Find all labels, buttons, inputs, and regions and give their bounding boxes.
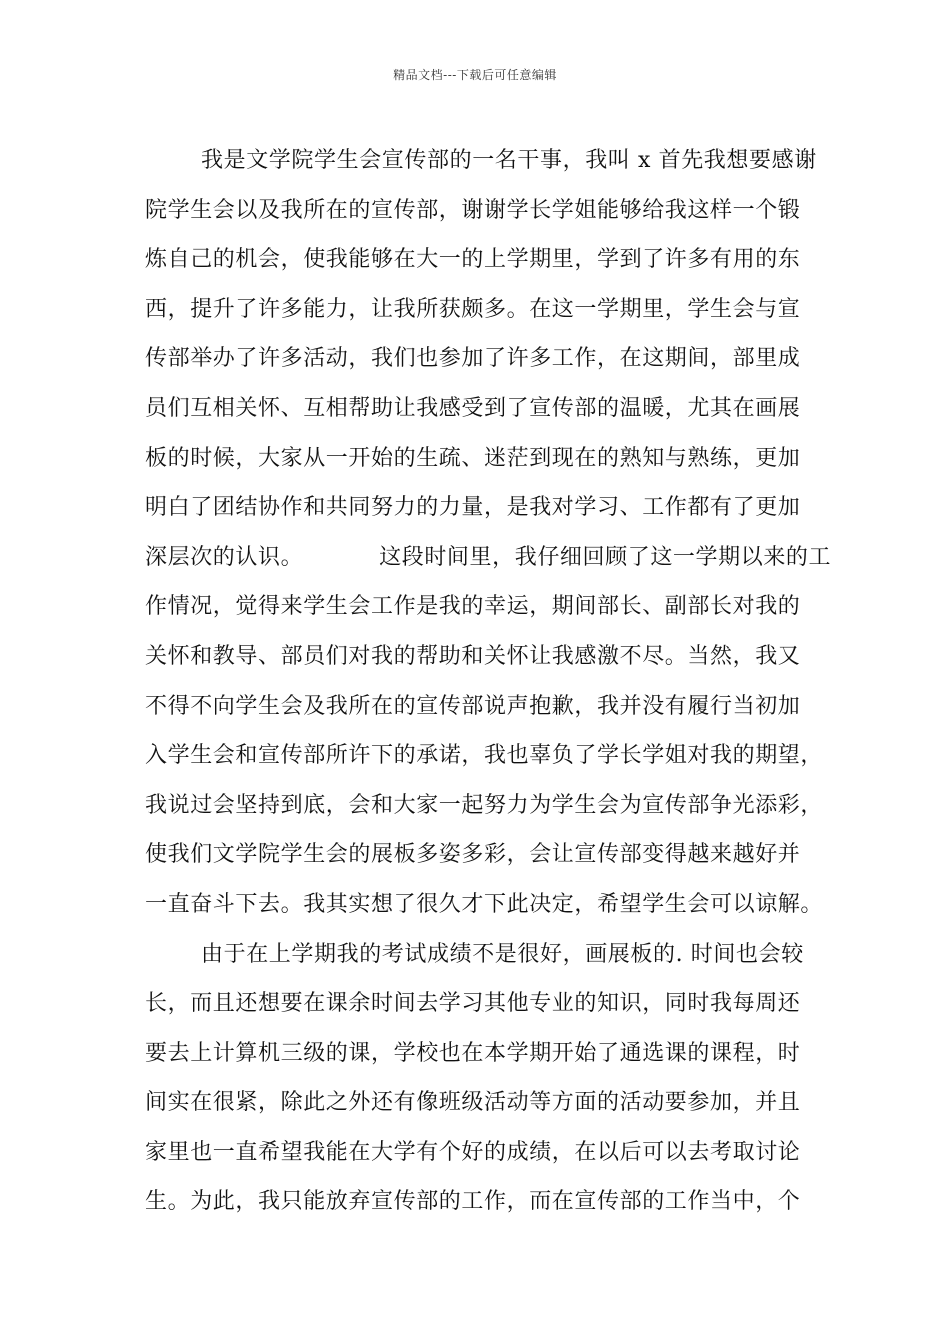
paragraph-line: 关怀和教导、部员们对我的帮助和关怀让我感激不尽。当然，我又 [145,643,801,669]
paragraph-line: 深层次的认识。 这段时间里，我仔细回顾了这一学期以来的工 [145,544,832,570]
paragraph-line: 明白了团结协作和共同努力的力量，是我对学习、工作都有了更加 [145,495,801,521]
paragraph-line: 我是文学院学生会宣传部的一名干事，我叫 x 首先我想要感谢 [201,148,817,173]
paragraph-line: 间实在很紧，除此之外还有像班级活动等方面的活动要参加，并且 [145,1090,801,1116]
paragraph-line: 入学生会和宣传部所许下的承诺，我也辜负了学长学姐对我的期望， [145,743,824,769]
paragraph-line: 作情况，觉得来学生会工作是我的幸运，期间部长、副部长对我的 [145,594,801,620]
paragraph-line: 传部举办了许多活动，我们也参加了许多工作，在这期间，部里成 [145,346,801,372]
paragraph-line: 西，提升了许多能力，让我所获颇多。在这一学期里，学生会与宣 [145,296,801,322]
paragraph-line: 炼自己的机会，使我能够在大一的上学期里，学到了许多有用的东 [145,247,801,273]
document-body [145,136,832,1227]
paragraph-line: 一直奋斗下去。我其实想了很久才下此决定，希望学生会可以谅解。 [145,891,824,917]
paragraph-line: 生。为此，我只能放弃宣传部的工作，而在宣传部的工作当中，个 [145,1189,801,1215]
paragraph-line: 院学生会以及我所在的宣传部，谢谢学长学姐能够给我这样一个锻 [145,197,801,223]
paragraph-line: 我说过会坚持到底，会和大家一起努力为学生会为宣传部争光添彩， [145,792,824,818]
paragraph-line: 长，而且还想要在课余时间去学习其他专业的知识，同时我每周还 [145,991,801,1017]
paragraph-line: 不得不向学生会及我所在的宣传部说声抱歉，我并没有履行当初加 [145,693,801,719]
page-header: 精品文档---下载后可任意编辑 [393,68,557,82]
paragraph-line: 家里也一直希望我能在大学有个好的成绩，在以后可以去考取讨论 [145,1139,801,1165]
paragraph-line: 板的时候，大家从一开始的生疏、迷茫到现在的熟知与熟练，更加 [145,445,801,471]
paragraph-line: 使我们文学院学生会的展板多姿多彩，会让宣传部变得越来越好并 [145,842,801,868]
paragraph-line: 由于在上学期我的考试成绩不是很好，画展板的. 时间也会较 [201,941,804,967]
paragraph-line: 要去上计算机三级的课，学校也在本学期开始了通选课的课程，时 [145,1040,801,1066]
paragraph-line: 员们互相关怀、互相帮助让我感受到了宣传部的温暖，尤其在画展 [145,395,801,421]
